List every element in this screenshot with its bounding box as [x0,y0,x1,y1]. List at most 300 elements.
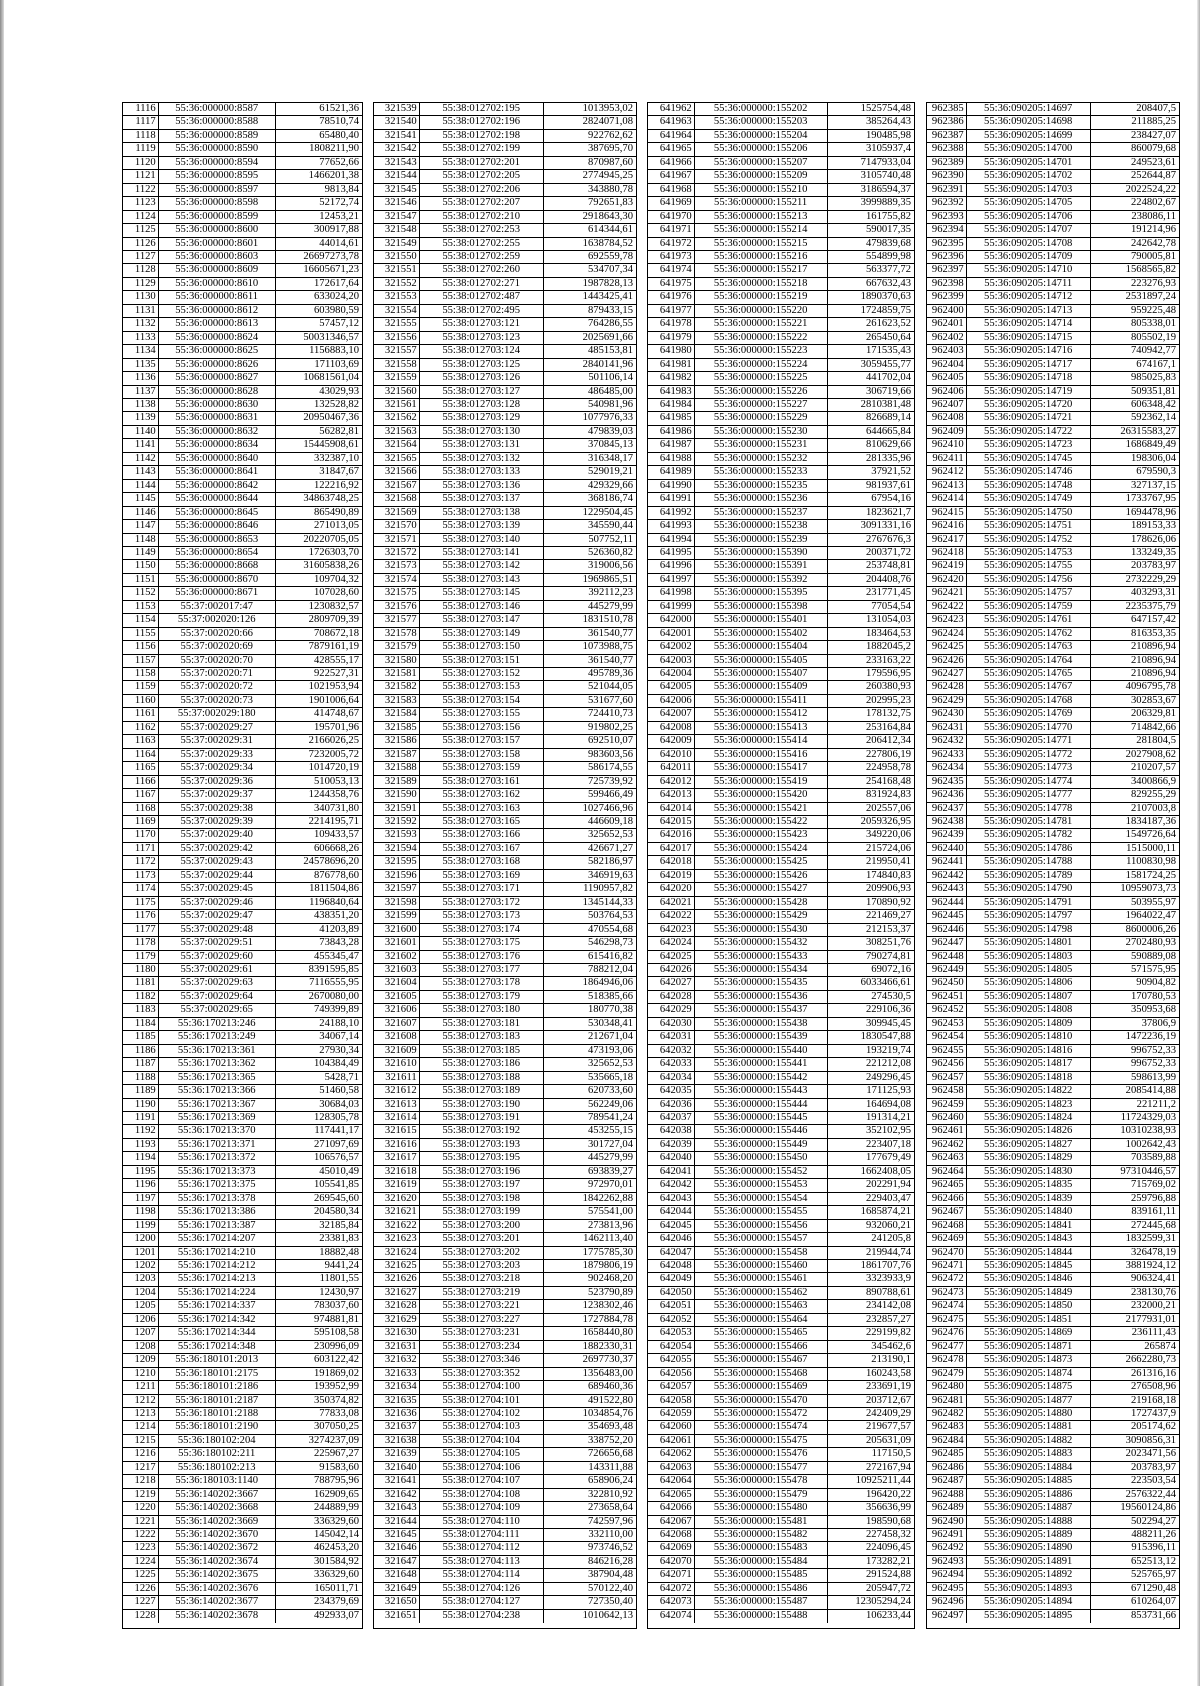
table-row [123,762,362,775]
row-number-cell: 641979 [648,332,695,344]
table-row [648,1220,914,1233]
value-cell: 227458,32 [865,1529,911,1541]
table-row [648,655,914,668]
cadastral-number-cell: 55:36:000000:155476 [695,1448,828,1460]
value-cell: 161755,82 [865,210,911,222]
row-number-cell: 962438 [927,816,967,828]
value-cell: 291524,88 [865,1569,911,1581]
cadastral-number-cell: 55:36:170214:344 [159,1327,276,1339]
row-number-cell: 962491 [927,1529,967,1541]
cadastral-number-cell: 55:36:090205:14769 [967,708,1091,720]
row-number-cell: 321616 [374,1139,420,1151]
table-row [648,1125,914,1138]
value-cell: 223407,18 [865,1138,911,1150]
value-cell: 336329,60 [313,1515,359,1527]
value-cell: 708672,18 [313,627,359,639]
table-row [123,386,362,399]
table-row [123,1099,362,1112]
row-number-cell: 1144 [123,480,159,492]
value-cell: 173282,21 [865,1555,911,1567]
table-row [648,399,914,412]
row-number-cell: 321608 [374,1031,420,1043]
row-number-cell: 1143 [123,466,159,478]
cadastral-number-cell: 55:38:012703:139 [420,520,544,532]
row-number-cell: 1164 [123,749,159,761]
table-row [123,991,362,1004]
table-row [927,1099,1179,1112]
row-number-cell: 642016 [648,829,695,841]
cadastral-number-cell: 55:36:090205:14697 [967,103,1091,115]
row-number-cell: 1117 [123,116,159,128]
cadastral-number-cell: 55:38:012703:178 [420,977,544,989]
cadastral-number-cell: 55:36:090205:14871 [967,1341,1091,1353]
value-cell: 959225,48 [1130,304,1176,316]
row-number-cell: 1217 [123,1462,159,1474]
cadastral-number-cell: 55:37:002020:71 [159,668,276,680]
table-row [374,399,636,412]
value-cell: 915396,11 [1131,1542,1176,1554]
value-cell: 2107003,8 [1130,802,1176,814]
table-row [123,977,362,990]
table-row [927,1395,1179,1408]
value-cell: 34067,14 [319,1031,359,1043]
row-number-cell: 642029 [648,1004,695,1016]
value-cell: 7879161,19 [308,641,359,653]
row-number-cell: 1228 [123,1610,159,1623]
table-row [648,305,914,318]
table-row [648,1314,914,1327]
row-number-cell: 321543 [374,157,420,169]
value-cell: 2732229,29 [1125,573,1176,585]
scan-edge-left [0,0,4,1686]
table-row [123,628,362,641]
table-row [123,708,362,721]
cadastral-number-cell: 55:36:000000:8630 [159,399,276,411]
cadastral-number-cell: 55:38:012703:129 [420,412,544,424]
cadastral-number-cell: 55:36:090205:14774 [967,776,1091,788]
value-cell: 45010,49 [319,1165,359,1177]
value-cell: 1830547,88 [860,1031,911,1043]
row-number-cell: 321589 [374,776,420,788]
row-number-cell: 1225 [123,1569,159,1581]
table-row [123,641,362,654]
value-cell: 361540,77 [587,627,633,639]
row-number-cell: 641976 [648,291,695,303]
row-number-cell: 642059 [648,1408,695,1420]
table-row [123,1058,362,1071]
cadastral-number-cell: 55:36:090205:14707 [967,224,1091,236]
row-number-cell: 1156 [123,641,159,653]
cadastral-number-cell: 55:36:000000:155215 [695,238,828,250]
cadastral-number-cell: 55:38:012703:231 [420,1327,544,1339]
cadastral-number-cell: 55:36:090205:14755 [967,560,1091,572]
cadastral-number-cell: 55:36:000000:8632 [159,426,276,438]
cadastral-number-cell: 55:36:090205:14875 [967,1381,1091,1393]
cadastral-number-cell: 55:36:170213:370 [159,1125,276,1137]
table-row [374,1435,636,1448]
table-row [374,493,636,506]
row-number-cell: 962423 [927,614,967,626]
cadastral-number-cell: 55:36:000000:155233 [695,466,828,478]
value-cell: 2918643,30 [582,210,633,222]
table-row [374,560,636,573]
row-number-cell: 1131 [123,305,159,317]
value-cell: 223276,93 [1130,277,1176,289]
value-cell: 902468,20 [587,1273,633,1285]
table-row [374,1260,636,1273]
row-number-cell: 321568 [374,493,420,505]
value-cell: 122216,92 [313,479,359,491]
cadastral-number-cell: 55:36:000000:8640 [159,453,276,465]
row-number-cell: 1161 [123,708,159,720]
value-cell: 241205,8 [871,1233,911,1245]
table-row [123,305,362,318]
table-row [648,1529,914,1542]
row-number-cell: 1185 [123,1031,159,1043]
row-number-cell: 962414 [927,493,967,505]
value-cell: 1356483,00 [582,1367,633,1379]
cadastral-number-cell: 55:38:012703:123 [420,332,544,344]
row-number-cell: 962440 [927,843,967,855]
value-cell: 325652,53 [587,829,633,841]
cadastral-number-cell: 55:38:012703:185 [420,1045,544,1057]
table-row [927,1610,1179,1623]
cadastral-number-cell: 55:36:000000:155222 [695,332,828,344]
table-row [374,251,636,264]
cadastral-number-cell: 55:38:012704:100 [420,1381,544,1393]
cadastral-number-cell: 55:36:000000:8625 [159,345,276,357]
cadastral-number-cell: 55:38:012703:221 [420,1300,544,1312]
table-row [648,1166,914,1179]
row-number-cell: 1119 [123,143,159,155]
cadastral-number-cell: 55:36:090205:14706 [967,211,1091,223]
table-row [648,372,914,385]
row-number-cell: 1192 [123,1125,159,1137]
value-cell: 1823621,7 [865,506,911,518]
value-cell: 922762,62 [587,129,633,141]
cadastral-number-cell: 55:38:012703:150 [420,641,544,653]
row-number-cell: 1121 [123,170,159,182]
cadastral-number-cell: 55:36:000000:155483 [695,1542,828,1554]
table-row [927,1179,1179,1192]
cadastral-number-cell: 55:36:000000:8627 [159,372,276,384]
value-cell: 204408,76 [865,573,911,585]
row-number-cell: 321593 [374,829,420,841]
row-number-cell: 321617 [374,1152,420,1164]
row-number-cell: 641969 [648,197,695,209]
cadastral-number-cell: 55:36:090205:14713 [967,305,1091,317]
value-cell: 521044,05 [587,681,633,693]
row-number-cell: 321551 [374,264,420,276]
cadastral-number-cell: 55:38:012703:127 [420,386,544,398]
cadastral-number-cell: 55:36:170214:342 [159,1314,276,1326]
row-number-cell: 641998 [648,587,695,599]
cadastral-number-cell: 55:36:000000:155419 [695,776,828,788]
row-number-cell: 962444 [927,897,967,909]
cadastral-number-cell: 55:36:000000:155223 [695,345,828,357]
table-row [648,937,914,950]
table-row [927,1112,1179,1125]
table-row [648,681,914,694]
row-number-cell: 321542 [374,143,420,155]
value-cell: 503955,97 [1130,896,1176,908]
cadastral-number-cell: 55:36:090205:14709 [967,251,1091,263]
row-number-cell: 321584 [374,708,420,720]
cadastral-number-cell: 55:38:012703:156 [420,722,544,734]
row-number-cell: 962471 [927,1260,967,1272]
cadastral-number-cell: 55:38:012704:238 [420,1610,544,1623]
row-number-cell: 962436 [927,789,967,801]
row-number-cell: 962441 [927,856,967,868]
cadastral-number-cell: 55:38:012703:158 [420,749,544,761]
cadastral-number-cell: 55:38:012703:152 [420,668,544,680]
cadastral-number-cell: 55:36:000000:155444 [695,1099,828,1111]
cadastral-number-cell: 55:36:000000:8654 [159,547,276,559]
cadastral-number-cell: 55:37:002029:31 [159,735,276,747]
cadastral-number-cell: 55:36:000000:155484 [695,1556,828,1568]
cadastral-number-cell: 55:36:090205:14701 [967,157,1091,169]
value-cell: 171125,93 [866,1085,911,1097]
row-number-cell: 642057 [648,1381,695,1393]
row-number-cell: 642039 [648,1139,695,1151]
table-row [927,749,1179,762]
row-number-cell: 1196 [123,1179,159,1191]
row-number-cell: 641977 [648,305,695,317]
value-cell: 160243,58 [865,1367,911,1379]
table-row [927,1045,1179,1058]
row-number-cell: 641999 [648,601,695,613]
table-row [927,910,1179,923]
row-number-cell: 641981 [648,359,695,371]
cadastral-number-cell: 55:36:000000:155203 [695,116,828,128]
value-cell: 792651,83 [587,197,633,209]
row-number-cell: 642046 [648,1233,695,1245]
cadastral-number-cell: 55:36:170213:373 [159,1166,276,1178]
row-number-cell: 642023 [648,924,695,936]
cadastral-number-cell: 55:36:090205:14824 [967,1112,1091,1124]
value-cell: 332387,10 [313,452,359,464]
row-number-cell: 321630 [374,1327,420,1339]
value-cell: 11724329,03 [1120,1111,1176,1123]
table-row [648,238,914,251]
table-row [927,547,1179,560]
row-number-cell: 1128 [123,264,159,276]
table-row [927,695,1179,708]
row-number-cell: 962495 [927,1583,967,1595]
table-row [123,103,362,116]
value-cell: 143311,88 [588,1461,633,1473]
table-row [123,655,362,668]
cadastral-number-cell: 55:36:170213:367 [159,1099,276,1111]
value-cell: 492933,07 [313,1609,359,1621]
cadastral-number-cell: 55:36:090205:14850 [967,1300,1091,1312]
row-number-cell: 641964 [648,130,695,142]
row-number-cell: 1223 [123,1542,159,1554]
row-number-cell: 642045 [648,1220,695,1232]
value-cell: 810629,66 [865,439,911,451]
table-row [374,1193,636,1206]
cadastral-number-cell: 55:36:000000:155478 [695,1475,828,1487]
value-cell: 879433,15 [587,304,633,316]
value-cell: 172617,64 [313,277,359,289]
cadastral-number-cell: 55:36:000000:8603 [159,251,276,263]
table-row [648,708,914,721]
row-number-cell: 642064 [648,1475,695,1487]
value-cell: 996752,33 [1130,1044,1176,1056]
row-number-cell: 1219 [123,1489,159,1501]
cadastral-number-cell: 55:36:090205:14873 [967,1354,1091,1366]
row-number-cell: 1140 [123,426,159,438]
row-number-cell: 321564 [374,439,420,451]
cadastral-number-cell: 55:36:000000:155224 [695,359,828,371]
cadastral-number-cell: 55:36:000000:155217 [695,264,828,276]
cadastral-number-cell: 55:36:000000:155227 [695,399,828,411]
cadastral-number-cell: 55:36:170213:369 [159,1112,276,1124]
row-number-cell: 962456 [927,1058,967,1070]
cadastral-number-cell: 55:36:000000:155441 [695,1058,828,1070]
table-row [927,1273,1179,1286]
row-number-cell: 962481 [927,1395,967,1407]
table-row [374,332,636,345]
value-cell: 789541,24 [587,1111,633,1123]
row-number-cell: 321648 [374,1569,420,1581]
value-cell: 495789,36 [587,668,633,680]
cadastral-number-cell: 55:37:002029:42 [159,843,276,855]
row-number-cell: 962446 [927,924,967,936]
cadastral-number-cell: 55:36:170213:372 [159,1152,276,1164]
row-number-cell: 321586 [374,735,420,747]
table-row [374,103,636,116]
value-cell: 12453,21 [319,210,359,222]
cadastral-number-cell: 55:38:012703:190 [420,1099,544,1111]
row-number-cell: 642007 [648,708,695,720]
cadastral-number-cell: 55:36:090205:14886 [967,1489,1091,1501]
table-row [374,1341,636,1354]
table-row [123,1287,362,1300]
table-row [123,184,362,197]
table-row [648,749,914,762]
cadastral-number-cell: 55:38:012703:177 [420,964,544,976]
cadastral-number-cell: 55:36:000000:8612 [159,305,276,317]
cadastral-number-cell: 55:36:000000:155428 [695,897,828,909]
table-row [374,1099,636,1112]
row-number-cell: 642048 [648,1260,695,1272]
value-cell: 219950,41 [865,856,911,868]
value-cell: 1002642,43 [1125,1138,1176,1150]
row-number-cell: 1212 [123,1395,159,1407]
table-row [123,1152,362,1165]
cadastral-number-cell: 55:36:000000:155230 [695,426,828,438]
value-cell: 170780,53 [1130,990,1176,1002]
table-row [123,345,362,358]
table-row [374,359,636,372]
row-number-cell: 962449 [927,964,967,976]
table-row [374,587,636,600]
cadastral-number-cell: 55:36:090205:14751 [967,520,1091,532]
value-cell: 327137,15 [1130,479,1176,491]
table-row [927,924,1179,937]
cadastral-number-cell: 55:38:012703:193 [420,1139,544,1151]
table-row [648,1085,914,1098]
value-cell: 3091331,16 [860,520,911,532]
value-cell: 727350,40 [587,1596,633,1608]
row-number-cell: 962418 [927,547,967,559]
value-cell: 51460,58 [319,1085,359,1097]
row-number-cell: 962488 [927,1489,967,1501]
table-row [927,534,1179,547]
value-cell: 229106,36 [865,1004,911,1016]
value-cell: 614344,61 [587,224,633,236]
cadastral-number-cell: 55:36:090205:14823 [967,1099,1091,1111]
row-number-cell: 1165 [123,762,159,774]
table-row [648,426,914,439]
cadastral-number-cell: 55:38:012704:101 [420,1395,544,1407]
row-number-cell: 1184 [123,1018,159,1030]
table-row [927,1596,1179,1609]
value-cell: 603122,42 [313,1354,359,1366]
table-row [123,1596,362,1609]
value-cell: 2670080,00 [308,990,359,1002]
table-row [648,507,914,520]
table-row [648,856,914,869]
table-row [123,924,362,937]
value-cell: 839161,11 [1131,1206,1176,1218]
table-row [648,991,914,1004]
cadastral-number-cell: 55:36:000000:155422 [695,816,828,828]
row-number-cell: 321541 [374,130,420,142]
cadastral-number-cell: 55:37:002029:60 [159,951,276,963]
value-cell: 805502,19 [1130,331,1176,343]
row-number-cell: 1116 [123,103,159,115]
cadastral-number-cell: 55:36:000000:155453 [695,1179,828,1191]
cadastral-number-cell: 55:38:012703:128 [420,399,544,411]
cadastral-number-cell: 55:36:000000:155391 [695,560,828,572]
table-row [123,1516,362,1529]
table-row [374,574,636,587]
cadastral-number-cell: 55:38:012704:103 [420,1421,544,1433]
value-cell: 2702480,93 [1125,937,1176,949]
table-row [123,1314,362,1327]
row-number-cell: 321546 [374,197,420,209]
row-number-cell: 962413 [927,480,967,492]
row-number-cell: 962482 [927,1408,967,1420]
value-cell: 2235375,79 [1125,600,1176,612]
row-number-cell: 642031 [648,1031,695,1043]
value-cell: 2166026,25 [308,735,359,747]
row-number-cell: 321643 [374,1502,420,1514]
table-row [123,453,362,466]
cadastral-number-cell: 55:36:090205:14790 [967,883,1091,895]
row-number-cell: 641965 [648,143,695,155]
cadastral-number-cell: 55:38:012702:198 [420,130,544,142]
table-row [374,1489,636,1502]
row-number-cell: 321612 [374,1085,420,1097]
value-cell: 563377,72 [865,264,911,276]
cadastral-number-cell: 55:38:012703:126 [420,372,544,384]
cadastral-number-cell: 55:36:140202:3677 [159,1596,276,1608]
table-row [648,1421,914,1434]
value-cell: 667632,43 [865,277,911,289]
row-number-cell: 1169 [123,816,159,828]
table-row [648,735,914,748]
cadastral-number-cell: 55:36:000000:155413 [695,722,828,734]
row-number-cell: 321609 [374,1045,420,1057]
value-cell: 652513,12 [1130,1555,1176,1567]
row-number-cell: 642055 [648,1354,695,1366]
row-number-cell: 1182 [123,991,159,1003]
value-cell: 599466,49 [587,789,633,801]
value-cell: 853731,66 [1130,1609,1176,1621]
